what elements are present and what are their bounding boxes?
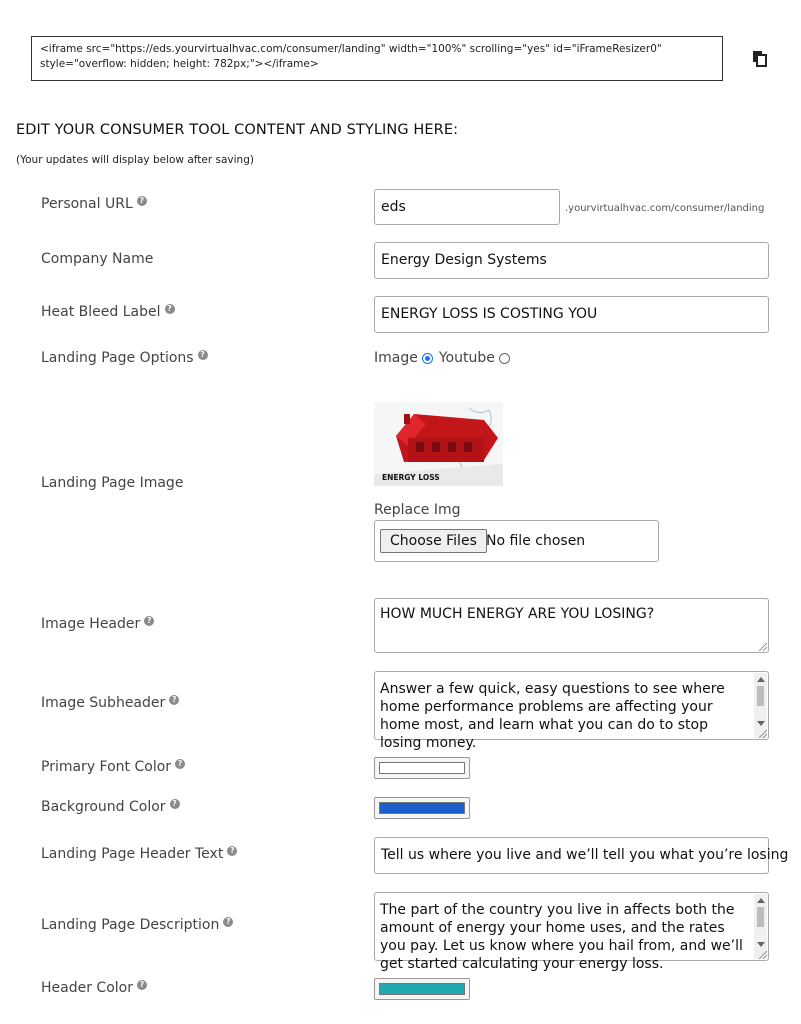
resize-grip-icon[interactable] xyxy=(759,643,767,651)
landing-description-label xyxy=(41,917,233,933)
resize-grip-icon[interactable] xyxy=(759,730,767,738)
landing-header-text-label xyxy=(41,846,237,862)
heat-bleed-value: ENERGY LOSS IS COSTING YOU xyxy=(381,306,598,322)
option-youtube-radio[interactable] xyxy=(499,353,510,364)
file-status: No file chosen xyxy=(486,533,586,549)
personal-url-label xyxy=(41,196,147,212)
landing-page-image-label-text: Landing Page Image xyxy=(41,475,184,491)
help-icon[interactable]: ? xyxy=(198,350,208,360)
help-icon[interactable]: ? xyxy=(170,799,180,809)
primary-font-color-picker[interactable] xyxy=(374,757,470,779)
choose-files-button[interactable]: Choose Files xyxy=(380,529,487,553)
scroll-thumb[interactable] xyxy=(757,686,764,706)
background-color-picker[interactable] xyxy=(374,797,470,819)
landing-header-text-value: Tell us where you live and we’ll tell you what you’re losing xyxy=(381,847,789,863)
header-color-label-text: Header Color xyxy=(41,980,133,996)
image-subheader-label-text: Image Subheader xyxy=(41,695,166,711)
option-image-label: Image xyxy=(374,350,418,366)
option-image-radio[interactable] xyxy=(422,353,433,364)
primary-font-color-label-text: Primary Font Color xyxy=(41,759,172,775)
heat-bleed-label-text: Heat Bleed Label xyxy=(41,304,161,320)
landing-page-image-label xyxy=(41,475,183,491)
section-note: (Your updates will display below after saving) xyxy=(16,154,254,166)
scroll-up-icon[interactable] xyxy=(757,898,765,903)
scroll-down-icon[interactable] xyxy=(757,942,765,947)
image-header-textarea[interactable] xyxy=(374,598,769,653)
help-icon[interactable]: ? xyxy=(137,196,147,206)
help-icon[interactable]: ? xyxy=(165,304,175,314)
image-subheader-label xyxy=(41,695,179,711)
image-header-label-text: Image Header xyxy=(41,616,141,632)
heat-bleed-label xyxy=(41,304,175,320)
landing-page-image-thumbnail xyxy=(374,402,503,486)
landing-page-options-label-text: Landing Page Options xyxy=(41,350,194,366)
header-color-label xyxy=(41,980,147,996)
file-upload-box xyxy=(374,520,659,562)
thumbnail-caption: ENERGY LOSS xyxy=(382,473,440,482)
heat-bleed-input[interactable] xyxy=(374,296,769,333)
option-youtube-label: Youtube xyxy=(438,350,495,366)
personal-url-input[interactable] xyxy=(374,189,560,225)
primary-font-color-fill xyxy=(379,762,465,774)
scroll-up-icon[interactable] xyxy=(757,677,765,682)
scrollbar[interactable] xyxy=(754,894,767,959)
help-icon[interactable]: ? xyxy=(137,980,147,990)
resize-grip-icon[interactable] xyxy=(759,951,767,959)
help-icon[interactable]: ? xyxy=(169,695,179,705)
landing-header-text-input[interactable] xyxy=(374,837,789,874)
help-icon[interactable]: ? xyxy=(144,616,154,626)
copy-icon[interactable] xyxy=(752,50,768,68)
image-subheader-textarea[interactable] xyxy=(374,671,769,751)
landing-page-options-radios xyxy=(374,350,516,366)
embed-code-box[interactable] xyxy=(31,36,723,81)
embed-code-text: <iframe src="https://eds.yourvirtualhvac.com/consumer/landing" width="100%" scrolling="yes" id="iFrameResizer0" style="overflow: hidden; height: 782px;"></iframe> xyxy=(40,43,662,70)
company-name-input[interactable] xyxy=(374,242,769,279)
scroll-thumb[interactable] xyxy=(757,907,764,927)
landing-description-value: The part of the country you live in affects both the amount of energy your home uses, and the rates you pay. Let us know where you hail from, and we’ll get started calculating your energy loss. xyxy=(380,902,743,972)
header-color-fill xyxy=(379,983,465,995)
help-icon[interactable]: ? xyxy=(227,846,237,856)
background-color-fill xyxy=(379,802,465,814)
landing-header-text-label-text: Landing Page Header Text xyxy=(41,846,224,862)
help-icon[interactable]: ? xyxy=(223,917,233,927)
personal-url-label-text: Personal URL xyxy=(41,196,133,212)
image-header-value: HOW MUCH ENERGY ARE YOU LOSING? xyxy=(380,606,655,622)
personal-url-value: eds xyxy=(381,199,406,215)
replace-img-label: Replace Img xyxy=(374,502,461,518)
help-icon[interactable]: ? xyxy=(175,759,185,769)
company-name-label-text: Company Name xyxy=(41,251,154,267)
section-title: EDIT YOUR CONSUMER TOOL CONTENT AND STYLING HERE: xyxy=(16,122,459,138)
personal-url-suffix: .yourvirtualhvac.com/consumer/landing xyxy=(565,203,765,214)
primary-font-color-label xyxy=(41,759,185,775)
landing-page-options-label xyxy=(41,350,208,366)
company-name-label xyxy=(41,251,153,267)
scroll-down-icon[interactable] xyxy=(757,721,765,726)
scrollbar[interactable] xyxy=(754,673,767,738)
landing-description-label-text: Landing Page Description xyxy=(41,917,220,933)
company-name-value: Energy Design Systems xyxy=(381,252,547,268)
header-color-picker[interactable] xyxy=(374,978,470,1000)
background-color-label xyxy=(41,799,180,815)
landing-description-textarea[interactable] xyxy=(374,892,769,972)
image-header-label xyxy=(41,616,154,632)
image-subheader-value: Answer a few quick, easy questions to see where home performance problems are affecting your home most, and learn what you can do to stop losing money. xyxy=(380,681,725,751)
background-color-label-text: Background Color xyxy=(41,799,166,815)
